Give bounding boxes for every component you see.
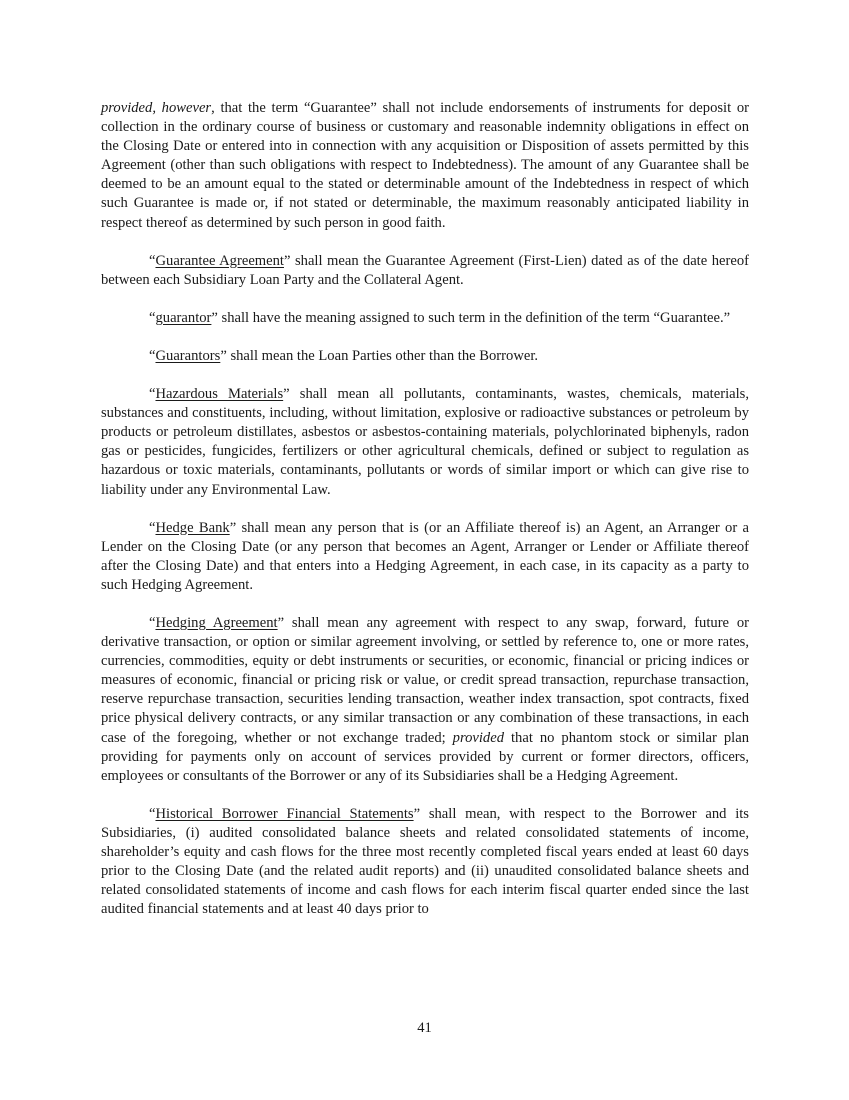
paragraph-text: ” shall mean all pollutants, contaminants, wastes, chemicals, materials, substances and constituents, including, without limitation, explosive or radioactive substances or petroleum by products or petroleum distillates, asbestos or asbestos-containing materials, polychlorinated biphenyls, radon gas or pesticides, fungicides, fertilizers or other agricultural chemicals, defined or subject to regulation as hazardous or toxic materials, contaminants, pollutants or words of similar import or which can give rise to liability under any Environmental Law. xyxy=(101,386,749,498)
paragraph-text: ” shall mean the Guarantee Agreement (First-Lien) dated as of the date hereof between each Subsidiary Loan Party and the Collateral Agent. xyxy=(101,252,749,288)
defined-term: Guarantee Agreement xyxy=(155,252,284,269)
paragraph-text: “ xyxy=(149,805,156,822)
paragraph-text: , that the term “Guarantee” shall not include endorsements of instruments for deposit or collection in the ordinary course of business or customary and reasonable indemnity obligations in effect on the Closing Date or entered into in connection with any acquisition or Disposition of assets permitted by this Agreement (other than such obligations with respect to Indebtedness). The amount of any Guarantee shall be deemed to be an amount equal to the stated or determinable amount of the Indebtedness in respect of which such Guarantee is made or, if not stated or determinable, the maximum reasonably anticipated liability in respect thereof as determined by such person in good faith. xyxy=(101,100,749,231)
document-body xyxy=(101,99,749,938)
paragraph-guarantors xyxy=(101,347,749,366)
paragraph-text: “ xyxy=(149,519,156,536)
paragraph-hazardous-materials xyxy=(101,385,749,500)
defined-term: Hazardous Materials xyxy=(155,386,284,403)
paragraph-hedge-bank xyxy=(101,519,749,595)
defined-term: Guarantors xyxy=(155,347,221,364)
page-number: 41 xyxy=(417,1020,432,1036)
paragraph-text: ” shall mean any agreement with respect to any swap, forward, future or derivative transaction, or option or similar agreement involving, or settled by reference to, one or more rates, currencies, commodities, equity or debt instruments or securities, or economic, financial or pricing indices or measures of economic, financial or pricing risk or value, or credit spread transaction, repurchase transaction, reserve repurchase transaction, securities lending transaction, weather index transaction, spot contracts, fixed price physical delivery contracts, or any similar transaction or any combination of these transactions, in each case of the foregoing, whether or not exchange traded; xyxy=(101,614,750,746)
defined-term: Hedge Bank xyxy=(155,519,230,536)
paragraph-text: ” shall mean the Loan Parties other than the Borrower. xyxy=(220,347,539,364)
italic-text: provided, however xyxy=(101,100,212,116)
italic-text: provided xyxy=(452,729,505,746)
paragraph-guarantor xyxy=(101,309,749,328)
paragraph-guarantee-cont xyxy=(101,99,749,233)
paragraph-text: that no phantom stock or similar plan providing for payments only on account of services provided by current or former directors, officers, employees or consultants of the Borrower or any of its Subsidiaries shall be a Hedging Agreement. xyxy=(101,729,749,784)
paragraph-text: “ xyxy=(149,347,156,364)
paragraph-text: “ xyxy=(149,309,156,326)
defined-term: guarantor xyxy=(155,309,212,326)
paragraph-text: “ xyxy=(149,386,156,403)
paragraph-guarantee-agreement xyxy=(101,252,749,290)
paragraph-text: “ xyxy=(149,614,156,631)
paragraph-text: ” shall mean any person that is (or an Affiliate thereof is) an Agent, an Arranger or a Lender on the Closing Date (or any person that becomes an Agent, Arranger or Lender or Affiliate thereof after the Closing Date) and that enters into a Hedging Agreement, in each case, in its capacity as a party to such Hedging Agreement. xyxy=(101,519,749,593)
paragraph-text: “ xyxy=(149,252,156,269)
defined-term: Historical Borrower Financial Statements xyxy=(155,805,414,822)
defined-term: Hedging Agreement xyxy=(155,614,278,631)
paragraph-text: ” shall have the meaning assigned to such term in the definition of the term “Guarantee.” xyxy=(211,309,731,326)
paragraph-hedging-agreement xyxy=(101,614,749,786)
paragraph-historical-borrower-fs xyxy=(101,805,749,920)
paragraph-text: ” shall mean, with respect to the Borrower and its Subsidiaries, (i) audited consolidated balance sheets and related consolidated statements of income, shareholder’s equity and cash flows for the three most recently completed fiscal years ended at least 60 days prior to the Closing Date (and the related audit reports) and (ii) unaudited consolidated balance sheets and related consolidated statements of income and cash flows for each interim fiscal quarter ended since the last audited financial statements and at least 40 days prior to xyxy=(101,805,749,918)
